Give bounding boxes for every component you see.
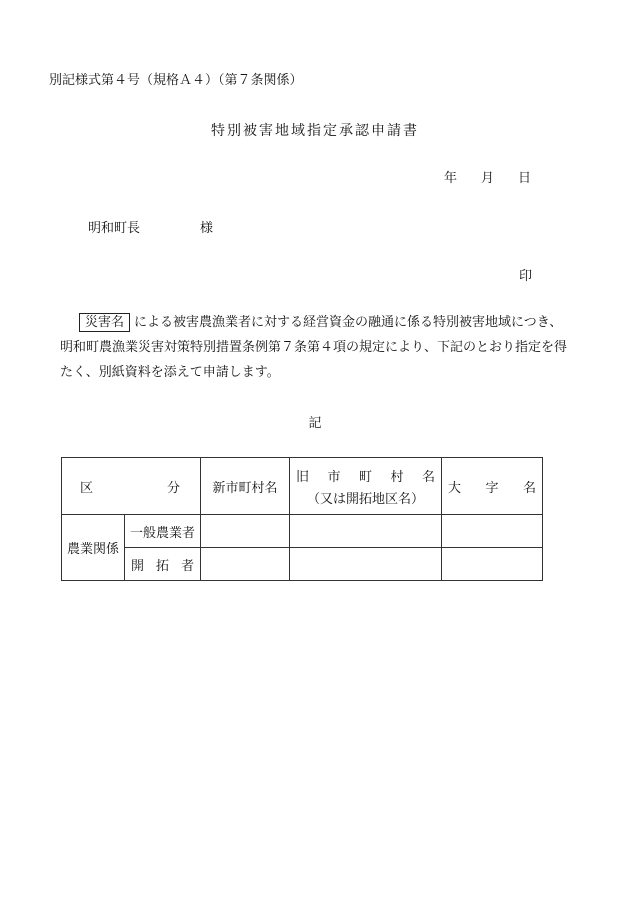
header-oaza-char: 字 xyxy=(485,480,499,496)
cell-oaza[interactable] xyxy=(442,515,543,548)
body-line-3: たく、別紙資料を添えて申請します。 xyxy=(60,365,280,380)
date-month-label: 月 xyxy=(481,171,495,186)
designation-table xyxy=(61,457,543,581)
form-number: 別記様式第４号（規格Ａ４）（第７条関係） xyxy=(49,73,303,88)
header-oaza-char: 名 xyxy=(522,480,536,496)
header-category xyxy=(62,458,201,515)
cell-old-municipality[interactable] xyxy=(290,515,442,548)
header-old-char: 名 xyxy=(421,469,435,485)
table-row xyxy=(62,515,543,548)
date-line xyxy=(444,167,531,186)
body-line-1-text: による被害農漁業者に対する経営資金の融通に係る特別被害地域につき、 xyxy=(134,315,563,330)
header-category-b: 分 xyxy=(166,480,180,496)
date-year-label: 年 xyxy=(444,171,458,186)
header-old-char: 町 xyxy=(358,469,372,485)
header-category-a: 区 xyxy=(80,480,94,496)
header-old-char: 旧 xyxy=(296,469,310,485)
document-title: 特別被害地域指定承認申請書 xyxy=(211,123,419,139)
table-row xyxy=(62,548,543,581)
row-sub-char: 拓 xyxy=(155,558,169,574)
header-oaza-char: 大 xyxy=(448,480,462,496)
header-old-char: 村 xyxy=(390,469,404,485)
disaster-name-box: 災害名 xyxy=(79,313,130,332)
body-line-1 xyxy=(57,310,563,335)
addressee-line xyxy=(88,217,213,236)
row-sub-char: 者 xyxy=(180,558,194,574)
application-body xyxy=(57,310,568,385)
addressee-honorific: 様 xyxy=(200,221,214,236)
group-label-cell: 農業関係 xyxy=(62,515,125,581)
row-sub-label: 一般農業者 xyxy=(125,515,201,548)
table-header-row xyxy=(62,458,543,515)
row-sub-label xyxy=(125,548,201,581)
cell-old-municipality[interactable] xyxy=(290,548,442,581)
header-old-char: 市 xyxy=(327,469,341,485)
cell-new-municipality[interactable] xyxy=(201,548,290,581)
cell-new-municipality[interactable] xyxy=(201,515,290,548)
header-old-sub: （又は開拓地区名） xyxy=(306,491,424,507)
cell-oaza[interactable] xyxy=(442,548,543,581)
body-line-2: 明和町農漁業災害対策特別措置条例第７条第４項の規定により、下記のとおり指定を得 xyxy=(60,340,568,355)
header-new-municipality: 新市町村名 xyxy=(201,458,290,515)
ki-heading: 記 xyxy=(308,416,322,431)
header-oaza xyxy=(442,458,543,515)
header-old-municipality xyxy=(290,458,442,515)
row-sub-char: 開 xyxy=(131,558,145,574)
seal-mark: 印 xyxy=(519,269,533,284)
addressee-name: 明和町長 xyxy=(88,221,141,236)
date-day-label: 日 xyxy=(518,171,532,186)
